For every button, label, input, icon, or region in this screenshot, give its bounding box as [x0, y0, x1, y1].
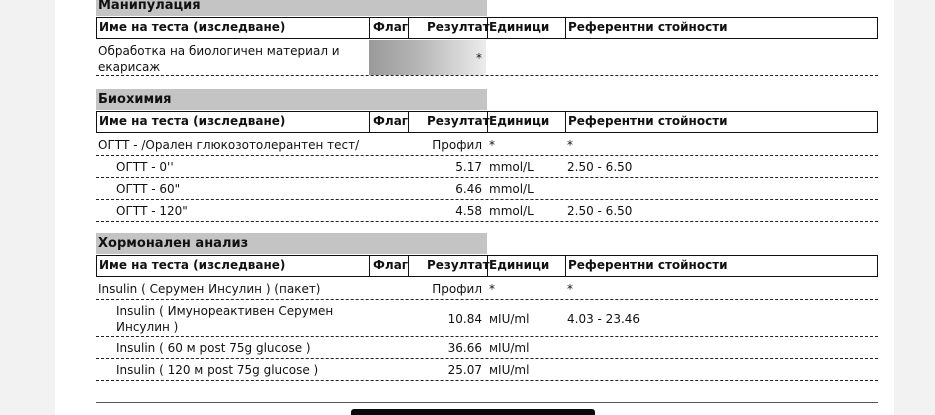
header-ref: Референтни стойности: [568, 20, 728, 34]
test-result: 4.58: [455, 204, 482, 218]
test-name: ОГТТ - 60": [116, 182, 181, 196]
table-row: [96, 178, 878, 200]
test-ref: 4.03 - 23.46: [567, 312, 641, 326]
header-units: Единици: [489, 20, 550, 34]
header-units: Единици: [489, 114, 550, 128]
header-name: Име на теста (изследване): [99, 258, 286, 272]
header-units: Единици: [489, 258, 550, 272]
test-result: *: [476, 51, 482, 65]
test-name: Insulin ( 60 м post 75g glucose ): [116, 341, 311, 355]
test-name: Insulin ( Имунореактивен Серумен Инсулин ): [116, 304, 334, 334]
header-name: Име на теста (изследване): [99, 20, 286, 34]
test-name: ОГТТ - 120": [116, 204, 188, 218]
section-title: Биохимия: [96, 89, 487, 110]
home-indicator[interactable]: [351, 409, 595, 415]
header-result: Резултат: [427, 20, 490, 34]
test-result: Профил: [432, 138, 482, 152]
test-name: ОГТТ - 0'': [116, 160, 174, 174]
test-units: mmol/L: [489, 204, 534, 218]
header-ref: Референтни стойности: [568, 258, 728, 272]
test-units: mmol/L: [489, 182, 534, 196]
table-row: [96, 337, 878, 359]
test-name: Insulin ( Серумен Инсулин ) (пакет): [98, 282, 321, 296]
test-units: мIU/ml: [489, 363, 530, 377]
test-units: мIU/ml: [489, 341, 530, 355]
table-row: [96, 300, 878, 337]
header-flag: Флаг: [373, 258, 409, 272]
test-name: ОГТТ - /Орален глюкозотолерантен тест/: [98, 138, 360, 152]
test-units: mmol/L: [489, 160, 534, 174]
header-ref: Референтни стойности: [568, 114, 728, 128]
table-row: [96, 40, 878, 76]
table-row: [96, 156, 878, 178]
table-row: [96, 359, 878, 381]
header-result: Резултат: [427, 114, 490, 128]
table-header: [96, 255, 878, 277]
test-name: Insulin ( 120 м post 75g glucose ): [116, 363, 319, 377]
table-header: [96, 111, 878, 133]
section-title: Манипулация: [96, 0, 487, 16]
table-row: [96, 200, 878, 222]
test-units: *: [489, 282, 495, 296]
header-flag: Флаг: [373, 20, 409, 34]
test-result: 25.07: [447, 363, 482, 377]
test-result: 6.46: [455, 182, 482, 196]
test-ref: *: [567, 138, 573, 152]
test-result: Профил: [432, 282, 482, 296]
table-row: [96, 278, 878, 300]
test-ref: *: [567, 282, 573, 296]
test-units: *: [489, 138, 495, 152]
test-name: Обработка на биологичен материал и екарисаж: [98, 44, 340, 74]
header-flag: Флаг: [373, 114, 409, 128]
test-result: 5.17: [455, 160, 482, 174]
header-name: Име на теста (изследване): [99, 114, 286, 128]
table-row: [96, 134, 878, 156]
header-result: Резултат: [427, 258, 490, 272]
test-result: 36.66: [447, 341, 482, 355]
section-title: Хормонален анализ: [96, 233, 487, 254]
test-ref: 2.50 - 6.50: [567, 204, 633, 218]
test-units: мIU/ml: [489, 312, 530, 326]
test-result: 10.84: [447, 312, 482, 326]
table-header: [96, 17, 878, 39]
test-ref: 2.50 - 6.50: [567, 160, 633, 174]
page-bottom-rule: [96, 402, 878, 403]
